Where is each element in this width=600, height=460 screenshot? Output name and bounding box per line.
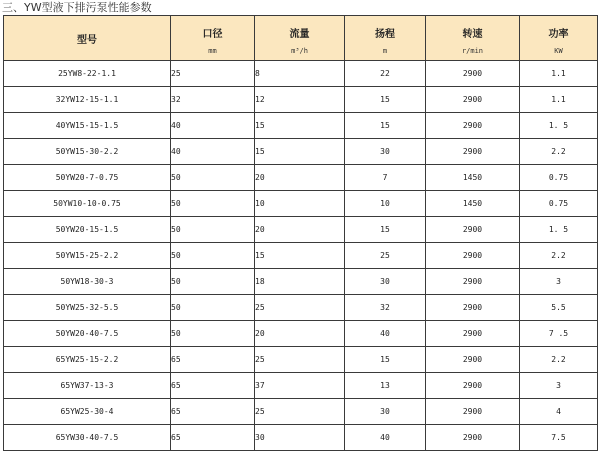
cell-model: 50YW15-30-2.2 [4, 139, 171, 165]
header-unit: r/min [461, 47, 484, 55]
table-row [4, 113, 598, 139]
cell-model: 65YW37-13-3 [4, 373, 171, 399]
cell-diameter: 65 [171, 373, 255, 399]
cell-speed: 2900 [426, 347, 520, 373]
cell-speed: 2900 [426, 373, 520, 399]
cell-flow: 12 [255, 87, 345, 113]
header-diameter [171, 16, 255, 61]
table-row [4, 139, 598, 165]
cell-diameter: 50 [171, 165, 255, 191]
cell-head: 22 [345, 61, 426, 87]
table-row [4, 217, 598, 243]
table-row [4, 373, 598, 399]
cell-power: 1. 5 [520, 113, 598, 139]
cell-model: 65YW25-30-4 [4, 399, 171, 425]
cell-model: 25YW8-22-1.1 [4, 61, 171, 87]
header-label: 转速 [462, 29, 483, 40]
header-power [520, 16, 598, 61]
page-title: 三、YW型液下排污泵性能参数 [2, 1, 152, 14]
cell-head: 7 [345, 165, 426, 191]
cell-head: 40 [345, 321, 426, 347]
cell-diameter: 65 [171, 399, 255, 425]
cell-speed: 1450 [426, 165, 520, 191]
cell-head: 40 [345, 425, 426, 451]
header-label: 扬程 [375, 29, 395, 40]
cell-flow: 15 [255, 113, 345, 139]
cell-flow: 20 [255, 217, 345, 243]
cell-head: 30 [345, 399, 426, 425]
table-row [4, 295, 598, 321]
header-head [345, 16, 426, 61]
cell-power: 2.2 [520, 347, 598, 373]
header-label: 功率 [548, 29, 569, 40]
cell-power: 1.1 [520, 87, 598, 113]
cell-diameter: 50 [171, 243, 255, 269]
cell-flow: 8 [255, 61, 345, 87]
cell-flow: 20 [255, 321, 345, 347]
cell-power: 2.2 [520, 139, 598, 165]
cell-diameter: 65 [171, 347, 255, 373]
cell-diameter: 32 [171, 87, 255, 113]
cell-speed: 2900 [426, 425, 520, 451]
cell-diameter: 50 [171, 217, 255, 243]
cell-model: 50YW15-25-2.2 [4, 243, 171, 269]
cell-head: 15 [345, 347, 426, 373]
cell-head: 15 [345, 217, 426, 243]
cell-model: 40YW15-15-1.5 [4, 113, 171, 139]
cell-diameter: 50 [171, 321, 255, 347]
cell-speed: 2900 [426, 243, 520, 269]
cell-speed: 2900 [426, 113, 520, 139]
table-row [4, 165, 598, 191]
header-unit: m³/h [291, 47, 308, 55]
cell-head: 10 [345, 191, 426, 217]
cell-power: 2.2 [520, 243, 598, 269]
cell-model: 32YW12-15-1.1 [4, 87, 171, 113]
cell-flow: 37 [255, 373, 345, 399]
cell-power: 0.75 [520, 165, 598, 191]
header-unit: mm [208, 47, 217, 55]
header-unit: m [382, 47, 388, 55]
header-flow [255, 16, 345, 61]
cell-speed: 1450 [426, 191, 520, 217]
cell-model: 50YW10-10-0.75 [4, 191, 171, 217]
cell-power: 1. 5 [520, 217, 598, 243]
cell-power: 4 [520, 399, 598, 425]
cell-power: 1.1 [520, 61, 598, 87]
cell-diameter: 65 [171, 425, 255, 451]
table-row [4, 269, 598, 295]
cell-head: 30 [345, 139, 426, 165]
header-label: 口径 [202, 29, 223, 40]
header-unit: KW [554, 47, 563, 55]
cell-head: 32 [345, 295, 426, 321]
cell-power: 3 [520, 373, 598, 399]
cell-head: 15 [345, 113, 426, 139]
header-speed [426, 16, 520, 61]
cell-power: 7.5 [520, 425, 598, 451]
cell-power: 5.5 [520, 295, 598, 321]
pump-spec-table [3, 15, 598, 451]
cell-diameter: 25 [171, 61, 255, 87]
cell-diameter: 40 [171, 139, 255, 165]
cell-speed: 2900 [426, 61, 520, 87]
cell-head: 13 [345, 373, 426, 399]
cell-flow: 10 [255, 191, 345, 217]
cell-diameter: 40 [171, 113, 255, 139]
cell-head: 25 [345, 243, 426, 269]
cell-power: 7 .5 [520, 321, 598, 347]
cell-flow: 25 [255, 399, 345, 425]
cell-model: 50YW20-7-0.75 [4, 165, 171, 191]
cell-diameter: 50 [171, 295, 255, 321]
cell-speed: 2900 [426, 399, 520, 425]
cell-flow: 15 [255, 243, 345, 269]
cell-flow: 25 [255, 347, 345, 373]
cell-speed: 2900 [426, 321, 520, 347]
cell-model: 50YW20-15-1.5 [4, 217, 171, 243]
cell-speed: 2900 [426, 217, 520, 243]
cell-flow: 30 [255, 425, 345, 451]
cell-speed: 2900 [426, 87, 520, 113]
cell-speed: 2900 [426, 295, 520, 321]
table-row [4, 191, 598, 217]
cell-speed: 2900 [426, 269, 520, 295]
table-row [4, 347, 598, 373]
table-body [4, 61, 598, 451]
table-header-row [4, 16, 598, 61]
cell-power: 0.75 [520, 191, 598, 217]
table-row [4, 425, 598, 451]
cell-model: 50YW18-30-3 [4, 269, 171, 295]
cell-flow: 20 [255, 165, 345, 191]
header-label: 型号 [77, 34, 97, 46]
cell-diameter: 50 [171, 191, 255, 217]
cell-head: 15 [345, 87, 426, 113]
table-row [4, 243, 598, 269]
cell-model: 65YW25-15-2.2 [4, 347, 171, 373]
table-row [4, 87, 598, 113]
cell-model: 50YW20-40-7.5 [4, 321, 171, 347]
cell-model: 50YW25-32-5.5 [4, 295, 171, 321]
table-row [4, 61, 598, 87]
cell-flow: 18 [255, 269, 345, 295]
cell-flow: 15 [255, 139, 345, 165]
cell-power: 3 [520, 269, 598, 295]
cell-flow: 25 [255, 295, 345, 321]
header-label: 流量 [289, 29, 310, 40]
cell-model: 65YW30-40-7.5 [4, 425, 171, 451]
cell-speed: 2900 [426, 139, 520, 165]
table-row [4, 399, 598, 425]
header-model [4, 16, 171, 61]
table-row [4, 321, 598, 347]
cell-diameter: 50 [171, 269, 255, 295]
cell-head: 30 [345, 269, 426, 295]
